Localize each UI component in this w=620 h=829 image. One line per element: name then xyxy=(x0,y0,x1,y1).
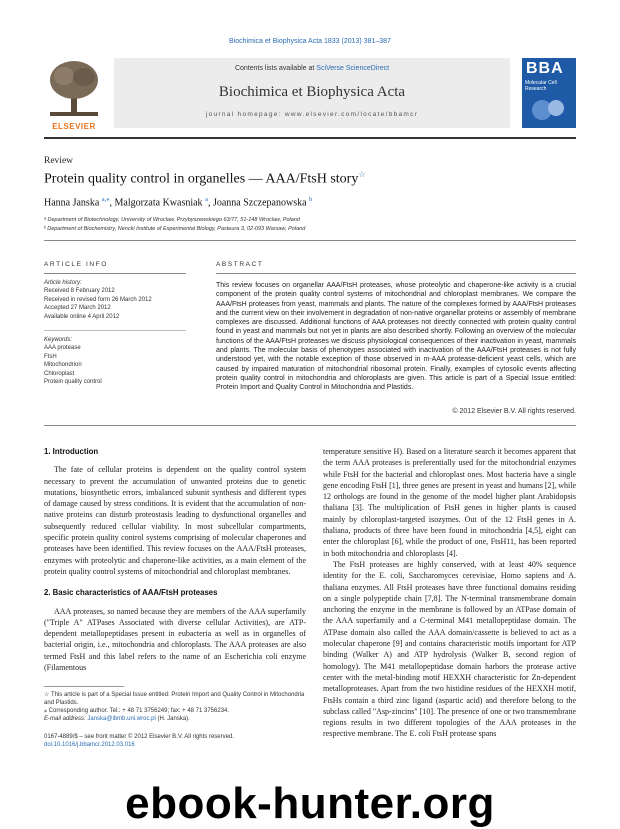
keyword: Protein quality control xyxy=(44,379,102,386)
keywords-rule xyxy=(44,330,186,331)
elsevier-tree-logo xyxy=(44,58,104,134)
article-title: Protein quality control in organelles — AAA/FtsH story☆ xyxy=(44,170,366,187)
sciencedirect-link[interactable]: SciVerse ScienceDirect xyxy=(316,65,390,72)
author-name[interactable]: Joanna Szczepanowska xyxy=(212,197,310,209)
corresponding-author-footnote: ⁎ Corresponding author. Tel.: + 48 71 3756249; fax: + 48 71 3756234. xyxy=(44,708,230,714)
keyword: Mitochondrion xyxy=(44,362,82,369)
article-history: Article history: Received 8 February 2012 Received in revised form 26 March 2012 Accepted 27 March 2012 Available online 4 April 2012 xyxy=(44,280,152,320)
title-footnote-mark[interactable]: ☆ xyxy=(358,170,366,179)
abstract-text: This review focuses on organellar AAA/FtsH proteases, whose proteolytic and chaperone-like activity is a crucial component of the protein quality control systems of mitochondrial and chloroplast membranes. We compare the AAA/FtsH proteases from yeast, mammals and plants. The nature of the complexes formed by AAA/FtsH proteases and the current view on their involvement in degradation of non-native organellar proteins or assembly of membrane complexes are discussed. Additional functions of AAA proteases not directly connected with protein quality control found in yeast and mammals but not yet in plants are also described shortly. Following an overview of the molecular functions of the AAA/FtsH proteases we discuss physiological consequences of their inactivation in yeast, mammals and plants. The molecular basis of phenotypes associated with inactivation of the AAA/FtsH proteases is not fully understood yet, with the notable exception of those observed in m-AAA protease-deficient yeast cells, which are caused by impaired maturation of mitochondrial ribosomal protein. Finally, examples of cytosolic events affecting protein quality control in mitochondria and chloroplasts are given. This article is part of a Special Issue entitled: Protein Import and Quality Control in Mitochondria and Plastids. xyxy=(216,282,576,392)
cover-logo: BBA xyxy=(526,60,564,77)
right-column xyxy=(323,446,576,740)
abstract-rule xyxy=(216,273,576,274)
keyword: FtsH xyxy=(44,353,57,360)
affiliation-rule xyxy=(44,240,576,241)
left-column xyxy=(44,446,306,673)
contents-line: Contents lists available at SciVerse ScienceDirect xyxy=(234,65,390,72)
abstract-heading: ABSTRACT xyxy=(216,261,264,268)
article-info-heading: ARTICLE INFO xyxy=(44,261,108,268)
author-name[interactable]: Hanna Janska xyxy=(44,197,102,209)
author-email-link[interactable]: Janska@ibmb.uni.wroc.pl xyxy=(87,716,156,722)
cover-subtitle: Molecular Cell Research xyxy=(525,80,557,92)
copyright-notice: © 2012 Elsevier B.V. All rights reserved. xyxy=(452,408,576,415)
keywords: Keywords: AAA protease FtsH Mitochondrion Chloroplast Protein quality control xyxy=(44,336,184,386)
keyword: AAA protease xyxy=(44,345,81,352)
author-name[interactable]: Malgorzata Kwasniak xyxy=(114,197,206,209)
doi-link[interactable]: doi:10.1016/j.bbamcr.2012.03.016 xyxy=(44,742,135,748)
footnote-rule xyxy=(44,686,124,687)
article-type: Review xyxy=(44,156,74,166)
section-2-paragraph: AAA proteases, so named because they are members of the AAA superfamily ("Triple A" ATPases Associated with diverse cellular Activities), are ATP-dependent metallopeptidases present in eubacteria as well as in organelles of bacterial origin, i.e., mitochondria and chloroplasts. The AAA proteases are also termed FtsH and this label refers to the name of an Escherichia coli enzyme (Filamentous xyxy=(44,606,306,673)
journal-citation[interactable]: Biochimica et Biophysica Acta 1833 (2013) 381–387 xyxy=(229,38,391,45)
issn-doi xyxy=(44,733,234,749)
journal-masthead xyxy=(114,58,510,128)
author-list: Hanna Janska $^{a,⁎}$, Malgorzata Kwasniak $^a$, Joanna Szczepanowska $^b$ xyxy=(44,196,313,209)
affiliation-a: ᵃ Department of Biotechnology, University of Wroclaw, Przybyszewskiego 63/77, 51-148 Wroclaw, Poland xyxy=(44,217,300,223)
section-1-paragraph: The fate of cellular proteins is dependent on the quality control system necessary to prevent the accumulation of unwanted proteins due to genetic mutations, biosynthetic errors, imbalanced subunit synthesis and different types of damage caused by stress conditions. It is evident that the accumulation of non-native proteins can disturb proteostasis leading to dysfunctional organelles and subsequently reduced cellular viability. In most subcellular compartments, specific protein quality control systems comprising of molecular chaperones and proteases have been identified. This review focuses on the AAA/FtsH proteases, enzymes with proteolytic and chaperone-like activities, as a main element of the protein quality control systems of mitochondrial and chloroplast membranes. xyxy=(44,465,306,576)
journal-homepage[interactable]: journal homepage: www.elsevier.com/locate/bbamcr xyxy=(205,111,419,118)
affiliation-b: ᵇ Department of Biochemistry, Nencki Institute of Experimental Biology, Pasteura 3, 02-093 Warsaw, Poland xyxy=(44,226,306,232)
email-footnote: E-mail address: Janska@ibmb.uni.wroc.pl (H. Janska). xyxy=(44,716,190,722)
cover-illustration-icon xyxy=(528,96,570,124)
special-issue-footnote: ☆ This article is part of a Special Issue entitled: Protein Import and Quality Control in Mitochondria and Plastids. xyxy=(44,692,305,706)
header-rule xyxy=(44,137,576,139)
issn-line: 0167-4889/$ – see front matter © 2012 Elsevier B.V. All rights reserved. xyxy=(44,734,234,740)
section-1-heading: 1. Introduction xyxy=(44,447,99,456)
right-column-paragraph-1: temperature sensitive H). Based on a literature search it becomes apparent that the term AAA proteases is preferentially used for the mitochondrial enzymes while FtsH for the bacterial and chloroplast ones. Most bacteria have a single gene encoding FtsH [1], three genes are present in yeast and humans [2], while 12 orthologs are found in the genome of the model higher plant Arabidopsis thaliana [3]. The multiplication of FtsH genes in higher plants is caused mainly by chloroplast-targeted isozymes. Out of the 12 FtsH genes in A. thaliana, products of three have been found in mitochondria [4,5], eight can enter the chloroplast [6], while the product of one, FtsH11, has been reported in both mitochondria and chloroplasts [4]. xyxy=(323,447,576,558)
watermark: ebook-hunter.org xyxy=(125,779,495,828)
journal-header xyxy=(44,58,576,134)
article-info-rule xyxy=(44,273,186,274)
keyword: Chloroplast xyxy=(44,370,75,377)
right-column-paragraph-2: The FtsH proteases are highly conserved, with at least 40% sequence identity for the E. coli, Saccharomyces cerevisiae, Homo sapiens and A. thaliana enzymes. All FtsH proteases have three functional domains residing on a single polypeptide chain [7,8]. The N-terminal transmembrane domain anchoring the enzyme in the membrane is followed by an ATPase domain of the AAA superfamily and a C-terminal M41 metallopeptidase domain. The ATPase domain also called the AAA domain/cassette is believed to act as a molecular chaperone [9] and contains characteristic motifs important for ATP binding (Walker A) and ATP hydrolysis (Walker B, second region of homology). The M41 metallopeptidase domain harbors the protease active center with the metal-binding motif HEXXH characteristic for Zn-dependent metalloproteases. Apart from the two histidine residues of the HEXXH motif, FtsHs contain a third zinc ligand (aspartic acid) and therefore belong to the subclass called "Asp-zincins" [10]. The presence of one or two transmembrane regions results in two different topologies of the AAA proteases in the respective membrane. The E. coli FtsH protease spans xyxy=(323,559,576,739)
publisher-name: ELSEVIER xyxy=(52,122,96,131)
abstract-bottom-rule xyxy=(44,425,576,426)
section-2-heading: 2. Basic characteristics of AAA/FtsH proteases xyxy=(44,588,218,598)
journal-title: Biochimica et Biophysica Acta xyxy=(218,84,406,100)
journal-cover-image xyxy=(522,58,576,128)
footnotes xyxy=(44,691,306,723)
